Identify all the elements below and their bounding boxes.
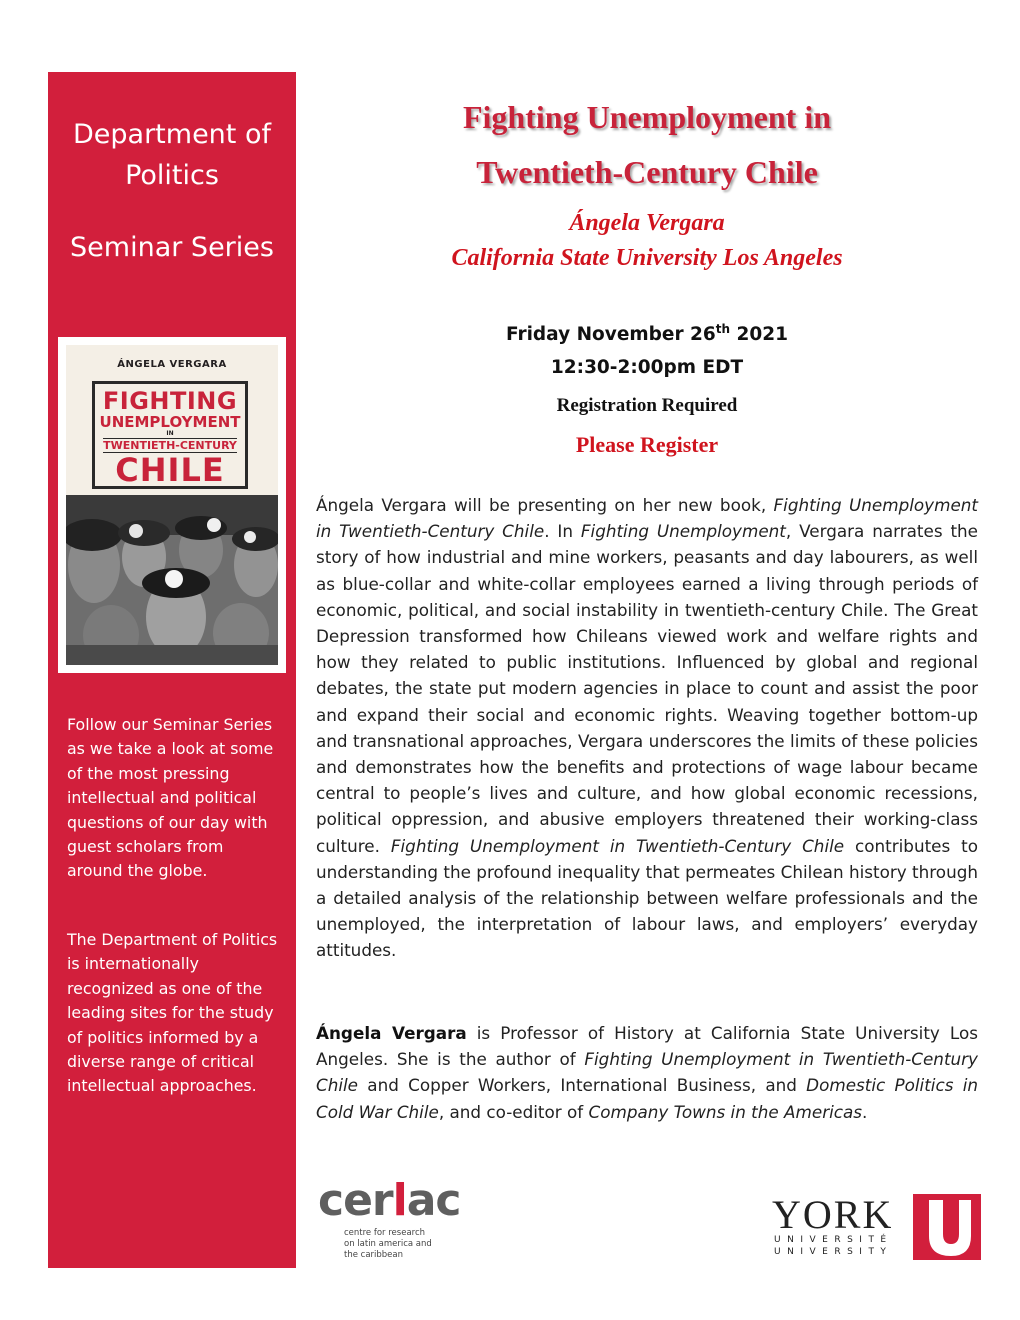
- description-part2: . In: [544, 521, 581, 542]
- book-cover-title-line2: UNEMPLOYMENT: [99, 413, 241, 431]
- description-part4: contributes to understanding the profound inequality that permeates Chilean history through a detailed analysis of the relationship between welfare professionals and the unemployed, the interpretation of labour laws, and employers’ everyday attitudes.: [316, 835, 979, 961]
- cerlac-wordmark-l: l: [392, 1175, 407, 1226]
- cerlac-tagline-line2: on latin america and: [344, 1239, 432, 1249]
- speaker-bio: [316, 1020, 978, 1125]
- description-part3: , Vergara narrates the story of how industrial and mine workers, peasants and day labourers, as well as blue-collar and white-collar employees earned a living through periods of economic, political, and social instability in twentieth-century Chile. The Great Depression transformed how Chileans viewed work and welfare rights and how they related to public institutions. Influenced by global and regional debates, the state put modern agencies in place to count and assist the poor and expand their social and economic rights. Weaving together bottom-up and transnational approaches, Vergara underscores the limits of these policies and demonstrates how the benefits and protections of wage labour became central to people’s lives and culture, and how global economic recessions, political oppression, and abusive employers threatened their working-class culture.: [316, 521, 978, 856]
- description-book-short: Fighting Unemployment: [580, 521, 786, 542]
- description-book-title: Fighting Unemployment in Twentieth-Century Chile: [316, 495, 978, 542]
- book-cover-title-line5: CHILE: [115, 451, 225, 489]
- book-cover-title-line4: TWENTIETH-CENTURY: [103, 439, 237, 452]
- york-university-logo: [770, 1194, 982, 1266]
- bio-part1: is Professor of History at California State University Los Angeles. She is the author of: [316, 1023, 978, 1070]
- dept-title-line2: Politics: [125, 160, 219, 191]
- york-u-glyph: [913, 1194, 981, 1260]
- seminar-series-title: Seminar Series: [70, 232, 274, 263]
- book-cover-title: [92, 381, 248, 489]
- cerlac-tagline: [344, 1228, 432, 1261]
- department-description: The Department of Politics is internationally recognized as one of the leading sites for the study of politics informed by a diverse range of critical intellectual approaches.: [67, 930, 278, 1096]
- bio-part2: and Copper Workers, International Business, and: [358, 1075, 807, 1096]
- bio-name: Ángela Vergara: [316, 1023, 467, 1043]
- york-wordmark: YORK: [772, 1192, 894, 1237]
- bio-book1: Fighting Unemployment in Twentieth-Century Chile: [316, 1049, 978, 1096]
- cerlac-wordmark-part1: cer: [318, 1175, 393, 1226]
- book-cover: [66, 345, 278, 665]
- event-time: 12:30-2:00pm EDT: [550, 357, 744, 378]
- event-title-line1: Fighting Unemployment in: [462, 99, 832, 135]
- dept-title-line1: Department of: [73, 119, 271, 150]
- cerlac-tagline-line3: the caribbean: [344, 1250, 404, 1260]
- cerlac-wordmark: [318, 1176, 461, 1226]
- york-university: UNIVERSITY: [774, 1247, 893, 1257]
- register-link[interactable]: Please Register: [575, 432, 719, 457]
- event-title-line2: Twentieth-Century Chile: [476, 154, 818, 190]
- cerlac-logo: [318, 1176, 468, 1266]
- york-u-mark-icon: [913, 1194, 981, 1260]
- description-book-title-2: Fighting Unemployment in Twentieth-Century Chile: [390, 835, 845, 856]
- bio-part4: .: [862, 1101, 868, 1122]
- description-part1: Ángela Vergara will be presenting on her new book,: [316, 495, 774, 515]
- cerlac-wordmark-part2: ac: [406, 1175, 461, 1226]
- seminar-series-description: Follow our Seminar Series as we take a look at some of the most pressing intellectual and political questions of our day with guest scholars from around the globe.: [67, 715, 274, 881]
- bio-book2: Domestic Politics in Cold War Chile: [316, 1075, 978, 1122]
- event-description: [316, 492, 978, 964]
- speaker-name: Ángela Vergara: [569, 210, 725, 236]
- event-date-suffix: th: [715, 322, 731, 336]
- york-universite: UNIVERSITÉ: [774, 1235, 893, 1245]
- book-cover-author: ÁNGELA VERGARA: [117, 359, 227, 370]
- bio-book3: Company Towns in the Americas: [588, 1101, 863, 1122]
- book-cover-title-line1: FIGHTING: [102, 387, 238, 415]
- event-date-main: Friday November 26: [506, 324, 716, 346]
- book-cover-frame: [58, 337, 286, 673]
- bio-part3: , and co-editor of: [438, 1101, 589, 1122]
- speaker-affiliation: California State University Los Angeles: [451, 245, 843, 271]
- miners-photo: [66, 495, 278, 665]
- registration-required-note: Registration Required: [556, 395, 738, 416]
- event-date-year: 2021: [730, 324, 788, 346]
- book-cover-title-line3: IN: [166, 430, 174, 437]
- event-date: [300, 316, 994, 348]
- cerlac-tagline-line1: centre for research: [344, 1228, 426, 1238]
